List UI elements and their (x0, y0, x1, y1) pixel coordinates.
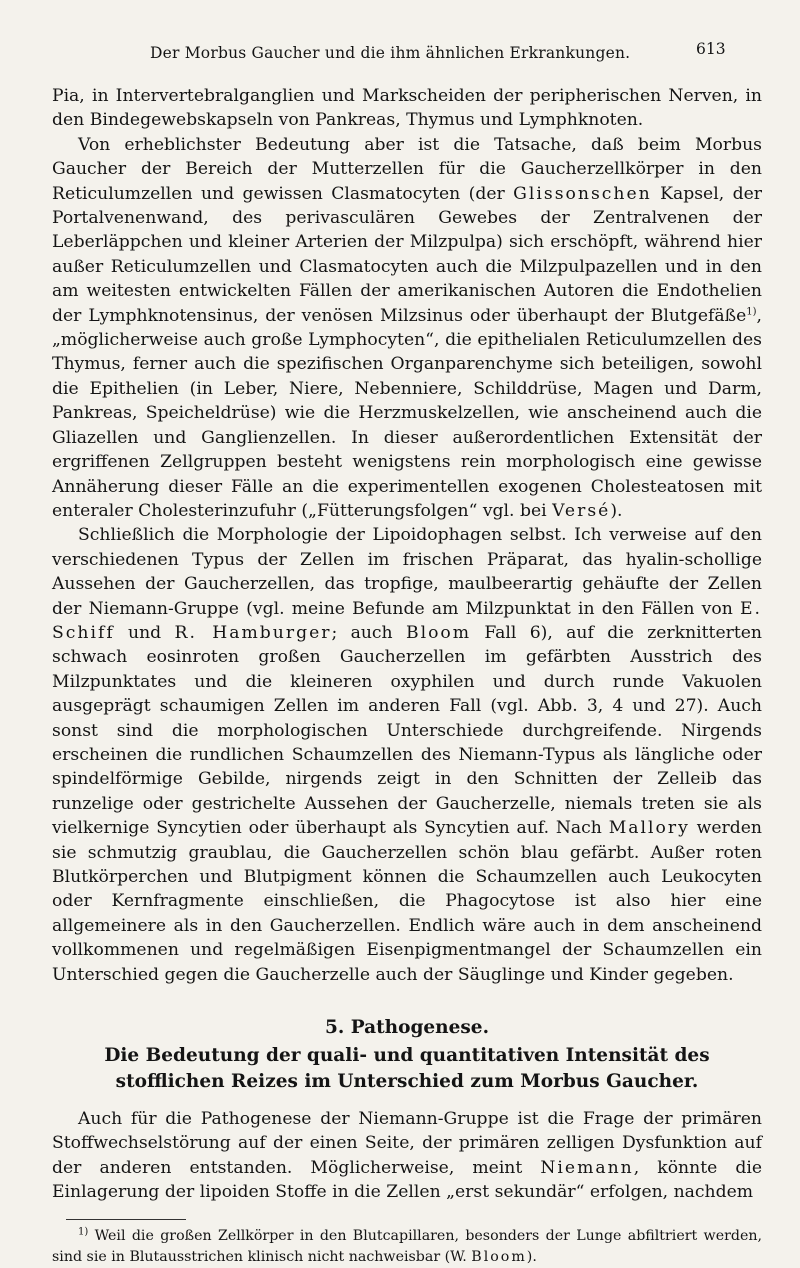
paragraph-1-text: Pia, in Intervertebralganglien und Markscheiden der peripherischen Nerven, in den Bindegewebskapseln von Pankreas, Thymus und Lymphknoten. (52, 86, 762, 131)
footnote (52, 1226, 762, 1268)
footnote-author-bloom: Bloom (471, 1248, 527, 1265)
author-name-hamburger: R. Hamburger (174, 622, 332, 643)
paragraph-2-part-a: Von erheblichster Bedeutung aber ist die Tatsache, daß beim Morbus Gaucher der Bereich der Mutterzellen für die Gaucherzellkörper in den Reticulumzellen und gewissen Clasmatocyten (der (52, 134, 762, 204)
footnote-reference: 1) (746, 305, 757, 317)
paragraph-4 (52, 1107, 762, 1205)
page-number: 613 (696, 40, 726, 58)
paragraph-3-und: und (114, 622, 175, 643)
paragraph-2-part-d: ). (610, 500, 623, 521)
paragraph-1 (52, 84, 762, 133)
running-title: Der Morbus Gaucher und die ihm ähnlichen Erkrankungen. (150, 44, 631, 62)
author-name-niemann: Niemann (540, 1157, 634, 1178)
paragraph-3 (52, 523, 762, 987)
body-text (52, 84, 762, 1268)
paragraph-3-part-c: werden sie schmutzig graublau, die Gaucherzellen schön blau gefärbt. Außer roten Blutkörperchen und Blutpigment können die Schaumzellen auch Leukocyten oder Kernfragmente einschließen, die Phagocytose ist also hier eine allgemeinere als in den Gaucherzellen. Endlich wäre auch in dem anscheinend vollkommenen und regelmäßigen Eisenpigmentmangel der Schaumzellen ein Unterschied gegen die Gaucherzelle auch der Säuglinge und Kinder gegeben. (52, 818, 763, 985)
paragraph-3-part-a: Schließlich die Morphologie der Lipoidophagen selbst. Ich verweise auf den verschiedenen Typus der Zellen im frischen Präparat, das hyalin-schollige Aussehen der Gaucherzellen, das tropfige, maulbeerartig gehäufte der Zellen der Niemann-Gruppe (vgl. meine Befunde am Milzpunktat in den Fällen von (52, 525, 762, 619)
author-name-bloom: Bloom (405, 622, 472, 643)
paragraph-4-part-b: , könnte die Einlagerung der lipoiden Stoffe in die Zellen „erst sekundär“ erfolgen, nachdem (52, 1157, 763, 1203)
footnote-text-a: Weil die großen Zellkörper in den Blutcapillaren, besonders der Lunge abfiltriert werden, sind sie in Blutausstrichen klinisch nicht nachweisbar (W. (52, 1227, 762, 1265)
author-name-verse: Versé (552, 500, 611, 521)
paragraph-3-part-b: Fall 6), auf die zerknitterten schwach eosinroten großen Gaucherzellen im gefärbten Ausstrich des Milzpunktates und die kleineren oxyphilen und durch runde Vakuolen ausgeprägt schaumigen Zellen im anderen Fall (vgl. Abb. 3, 4 und 27). Auch sonst sind die morphologischen Unterschiede durchgreifende. Nirgends erscheinen die rundlichen Schaumzellen des Niemann-Typus als längliche oder spindelförmige Gebilde, nirgends zeigt in den Schnitten der Zelleib das runzelige oder gestrichelte Aussehen der Gaucherzelle, niemals treten sie als vielkernige Syncytien oder überhaupt als Syncytien auf. Nach (52, 622, 762, 839)
paragraph-3-auch: ; auch (331, 622, 406, 643)
section-subheading: Die Bedeutung der quali- und quantitativen Intensität des stofflichen Reizes im Unterschied zum Morbus Gaucher. (104, 1045, 710, 1093)
footnote-divider (66, 1219, 186, 1220)
paragraph-2-part-c: , „möglicherweise auch große Lymphocyten“, die epithelialen Reticulumzellen des Thymus, ferner auch die spezifischen Organparenchyme sich beteiligen, sowohl die Epithelien (in Leber, Niere, Nebenniere, Schilddrüse, Magen und Darm, Pankreas, Speicheldrüse) wie die Herzmuskelzellen, wie anscheinend auch die Gliazellen und Ganglienzellen. In dieser außerordentlichen Extensität der ergriffenen Zellgruppen besteht wenigstens rein morphologisch eine gewisse Annäherung dieser Fälle an die experimentellen exogenen Cholesteatosen mit enteraler Cholesterinzufuhr („Fütterungsfolgen“ vgl. bei (52, 305, 762, 521)
author-name-schiff: E. Schiff (52, 598, 762, 643)
footnote-text-b: ). (526, 1248, 537, 1265)
author-name-glisson: Glissonschen (513, 183, 652, 204)
paragraph-4-part-a: Auch für die Pathogenese der Niemann-Gruppe ist die Frage der primären Stoffwechselstörung auf der einen Seite, der primären zelligen Dysfunktion auf der anderen entstanden. Möglicherweise, meint (52, 1109, 762, 1178)
paragraph-2 (52, 133, 762, 524)
footnote-marker: 1) (78, 1225, 89, 1237)
paragraph-2-part-b: Kapsel, der Portalvenenwand, des perivasculären Gewebes der Zentralvenen der Leberläppchen und kleiner Arterien der Milzpulpa) sich erschöpft, während hier außer Reticulumzellen und Clasmatocyten auch die Milzpulpazellen und in den am weitesten entwickelten Fällen der amerikanischen Autoren die Endothelien der Lymphknotensinus, der venösen Milzsinus oder überhaupt der Blutgefäße (52, 183, 763, 326)
section-heading: 5. Pathogenese. (324, 1017, 490, 1039)
author-name-mallory: Mallory (608, 818, 690, 839)
